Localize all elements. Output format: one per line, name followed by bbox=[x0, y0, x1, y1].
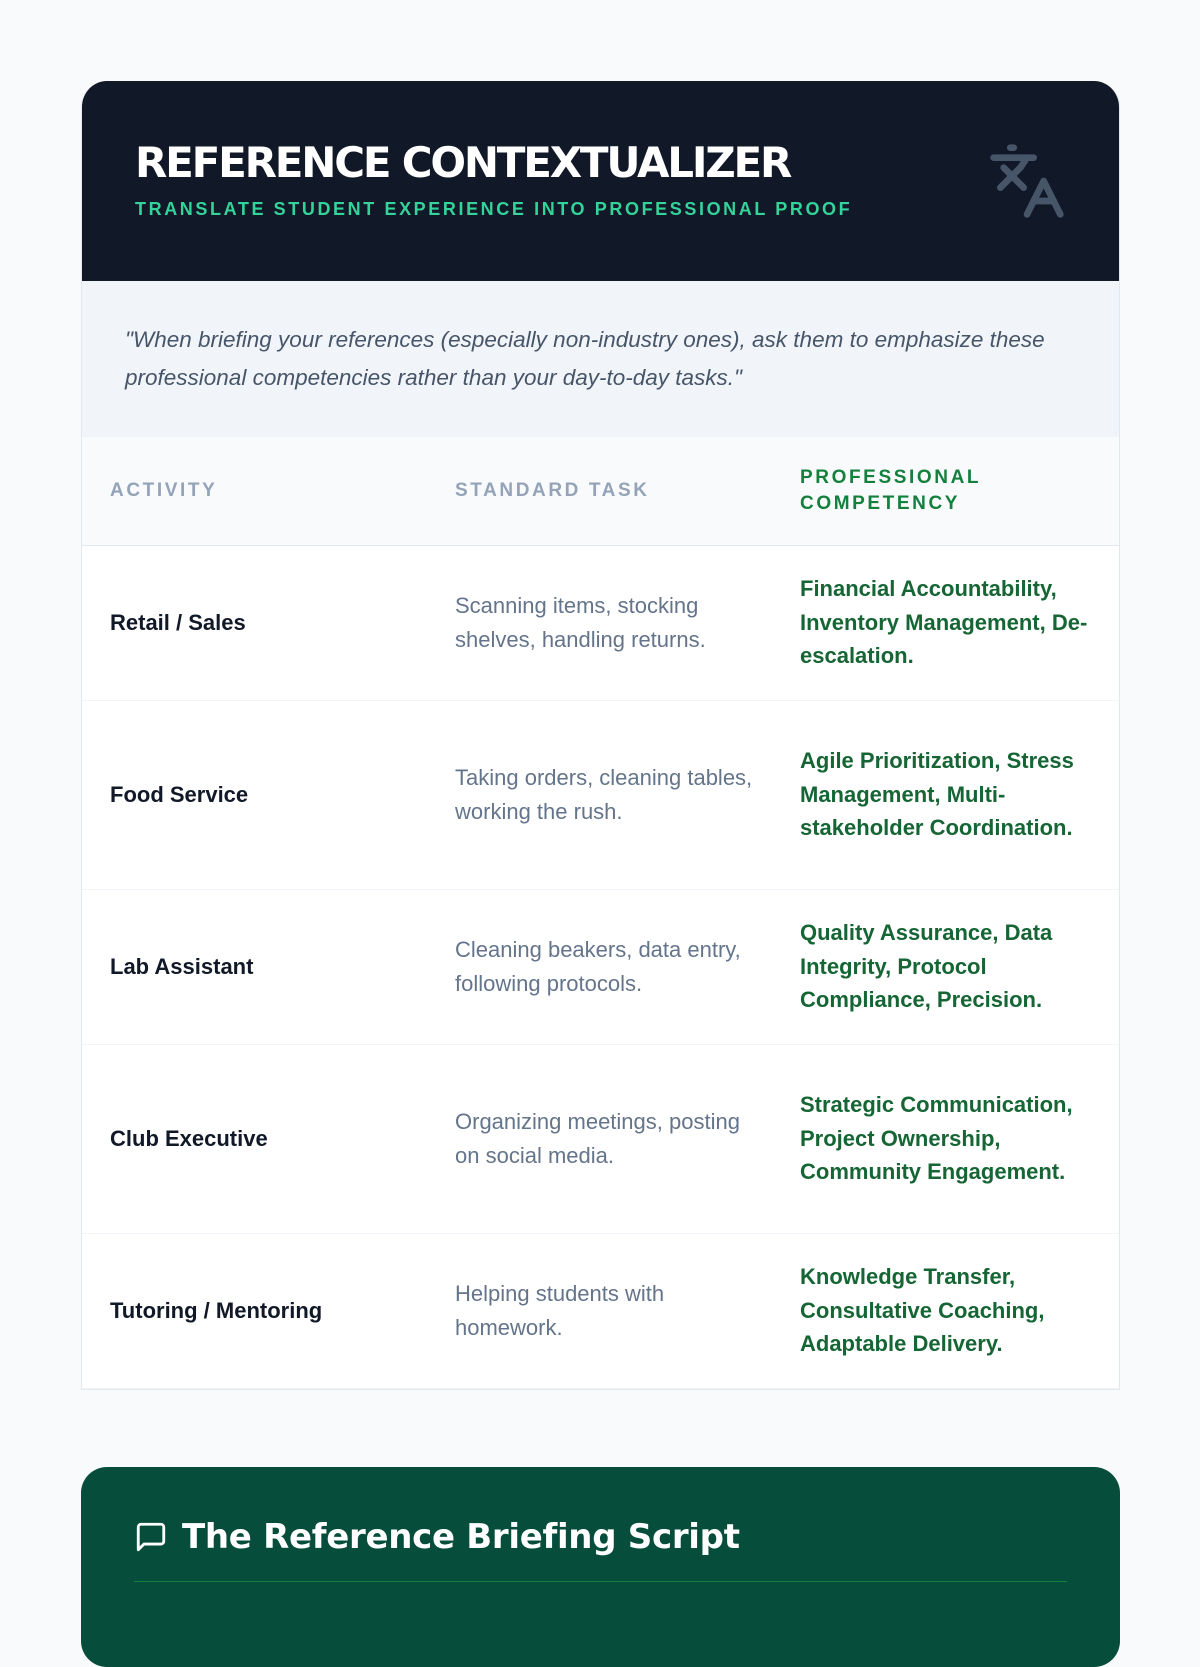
activity-cell: Tutoring / Mentoring bbox=[110, 1297, 323, 1323]
column-header-standard-task: STANDARD TASK bbox=[455, 479, 650, 501]
competency-cell: Quality Assurance, Data Integrity, Protocol Compliance, Precision. bbox=[800, 920, 1053, 1013]
page-subtitle: TRANSLATE STUDENT EXPERIENCE INTO PROFESSIONAL PROOF bbox=[135, 199, 853, 219]
table-row bbox=[82, 545, 1120, 700]
table-row bbox=[82, 889, 1120, 1044]
briefing-quote: "When briefing your references (especially non-industry ones), ask them to emphasize these professional competencies rather than your day-to-day tasks." bbox=[82, 281, 1119, 437]
competency-cell: Agile Prioritization, Stress Management, Multi-stakeholder Coordination. bbox=[800, 748, 1074, 841]
table-row bbox=[82, 1233, 1120, 1388]
divider bbox=[134, 1581, 1067, 1582]
task-cell: Taking orders, cleaning tables, working the rush. bbox=[455, 764, 753, 824]
table-header-row bbox=[82, 437, 1120, 545]
briefing-script-heading bbox=[134, 1517, 1120, 1557]
task-cell: Scanning items, stocking shelves, handling returns. bbox=[455, 592, 706, 652]
briefing-script-panel bbox=[81, 1467, 1120, 1667]
competency-cell: Strategic Communication, Project Ownership, Community Engagement. bbox=[800, 1092, 1073, 1185]
activity-cell: Club Executive bbox=[110, 1125, 268, 1151]
table-row bbox=[82, 1044, 1120, 1233]
table-row bbox=[82, 700, 1120, 889]
column-header-activity: ACTIVITY bbox=[110, 479, 218, 501]
task-cell: Organizing meetings, posting on social media. bbox=[455, 1108, 740, 1168]
competency-cell: Knowledge Transfer, Consultative Coaching, Adaptable Delivery. bbox=[800, 1264, 1045, 1357]
reference-contextualizer-card bbox=[81, 81, 1120, 1390]
chat-bubble-icon bbox=[134, 1520, 168, 1554]
activity-cell: Food Service bbox=[110, 781, 249, 807]
competency-cell: Financial Accountability, Inventory Management, De-escalation. bbox=[800, 576, 1088, 669]
column-header-professional-competency: PROFESSIONAL COMPETENCY bbox=[800, 466, 981, 514]
card-header bbox=[82, 81, 1119, 281]
competency-table bbox=[82, 437, 1120, 1389]
activity-cell: Lab Assistant bbox=[110, 953, 254, 979]
task-cell: Cleaning beakers, data entry, following protocols. bbox=[455, 936, 741, 996]
page-title: REFERENCE CONTEXTUALIZER bbox=[135, 138, 791, 187]
task-cell: Helping students with homework. bbox=[455, 1280, 665, 1340]
activity-cell: Retail / Sales bbox=[110, 609, 246, 635]
briefing-script-title: The Reference Briefing Script bbox=[182, 1517, 740, 1557]
translate-icon bbox=[987, 141, 1067, 221]
